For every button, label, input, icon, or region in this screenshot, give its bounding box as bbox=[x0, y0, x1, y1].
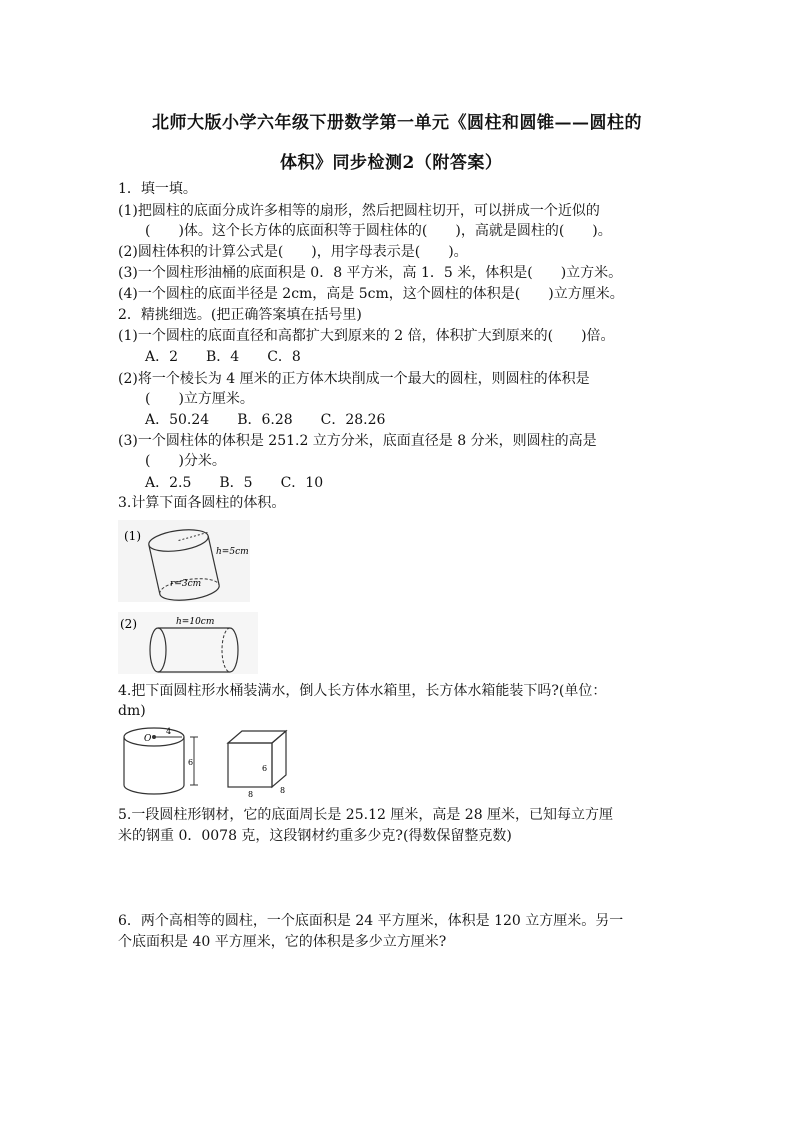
s2-q1-options: A．2 B．4 C．8 bbox=[145, 349, 301, 365]
fig1-label: (1) bbox=[124, 529, 141, 543]
figure-tilted-cylinder bbox=[118, 520, 250, 602]
s2-q2-line2: ( )立方厘米。 bbox=[145, 391, 254, 407]
section-1-heading: 1．填一填。 bbox=[118, 181, 197, 197]
section-3-heading: 3.计算下面各圆柱的体积。 bbox=[118, 495, 286, 511]
s6-line2: 个底面积是 40 平方厘米，它的体积是多少立方厘米? bbox=[118, 934, 447, 950]
fig1-radius-label: r=3cm bbox=[170, 579, 202, 589]
fig1-height-label: h=5cm bbox=[216, 547, 249, 557]
s1-q3: (3)一个圆柱形油桶的底面积是 0．8 平方米，高 1．5 米，体积是( )立方米。 bbox=[118, 265, 623, 281]
section-2-heading: 2．精挑细选。(把正确答案填在括号里) bbox=[118, 307, 362, 323]
s6-line1: 6．两个高相等的圆柱，一个底面积是 24 平方厘米，体积是 120 立方厘米。另一 bbox=[118, 913, 624, 929]
title-line-2: 体积》同步检测2（附答案） bbox=[280, 153, 503, 173]
s1-q4: (4)一个圆柱的底面半径是 2cm，高是 5cm，这个圆柱的体积是( )立方厘米。 bbox=[118, 286, 624, 302]
fig4-center-label: O bbox=[144, 734, 152, 744]
fig4-box-height-label: 6 bbox=[262, 764, 268, 773]
s2-q3-line1: (3)一个圆柱体的体积是 251.2 立方分米，底面直径是 8 分米，则圆柱的高是 bbox=[118, 433, 597, 449]
fig4-box-width-label: 8 bbox=[248, 790, 254, 799]
s2-q3-line2: ( )分米。 bbox=[145, 453, 226, 469]
s2-q2-options: A．50.24 B．6.28 C．28.26 bbox=[145, 412, 386, 428]
fig2-label: (2) bbox=[120, 617, 137, 631]
figure-bucket-and-tank bbox=[118, 723, 318, 799]
s4-line1: 4.把下面圆柱形水桶装满水，倒人长方体水箱里，长方体水箱能装下吗?(单位： bbox=[118, 683, 607, 699]
title-line-1: 北师大版小学六年级下册数学第一单元《圆柱和圆锥——圆柱的 bbox=[152, 113, 642, 133]
fig2-height-label: h=10cm bbox=[176, 617, 215, 627]
fig4-height-label: 6 bbox=[188, 758, 194, 767]
s5-line2: 米的钢重 0．0078 克，这段钢材约重多少克?(得数保留整克数) bbox=[118, 828, 512, 844]
s2-q1: (1)一个圆柱的底面直径和高都扩大到原来的 2 倍，体积扩大到原来的( )倍。 bbox=[118, 328, 615, 344]
s2-q3-options: A．2.5 B．5 C．10 bbox=[145, 475, 324, 491]
s4-line2: dm) bbox=[118, 703, 146, 719]
s2-q2-line1: (2)将一个棱长为 4 厘米的正方体木块削成一个最大的圆柱，则圆柱的体积是 bbox=[118, 371, 590, 387]
s1-q1-line1: (1)把圆柱的底面分成许多相等的扇形，然后把圆柱切开，可以拼成一个近似的 bbox=[118, 203, 600, 219]
figure-horizontal-cylinder bbox=[118, 612, 258, 674]
fig4-box-depth-label: 8 bbox=[280, 786, 286, 795]
s5-line1: 5.一段圆柱形钢材，它的底面周长是 25.12 厘米，高是 28 厘米，已知每立方厘 bbox=[118, 807, 614, 823]
s1-q1-line2: ( )体。这个长方体的底面积等于圆柱体的( )，高就是圆柱的( )。 bbox=[145, 223, 612, 239]
fig4-radius-label: 4 bbox=[166, 727, 172, 736]
s1-q2: (2)圆柱体积的计算公式是( )，用字母表示是( )。 bbox=[118, 244, 468, 260]
